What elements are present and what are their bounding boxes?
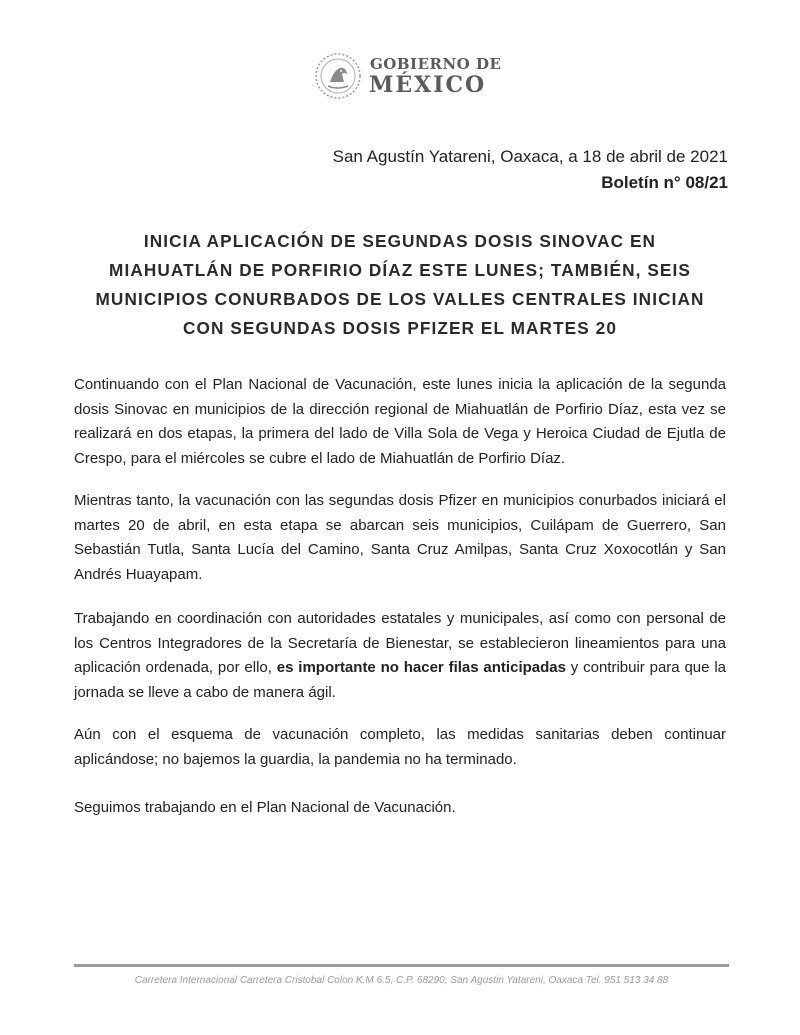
government-logo xyxy=(314,52,502,102)
body-paragraph-2: Mientras tanto, la vacunación con las segundas dosis Pfizer en municipios conurbados iniciará el martes 20 de abril, en esta etapa se abarcan seis municipios, Cuilápam de Guerrero, San Sebastián Tutla, Santa Lucía del Camino, Santa Cruz Amilpas, Santa Cruz Xoxocotlán y San Andrés Huayapam. xyxy=(74,492,726,583)
paragraph-3-text-end: y contribuir para que la jornada se lleve a cabo de manera ágil. xyxy=(74,659,726,701)
footer-divider xyxy=(74,964,729,967)
bulletin-number: Boletín n° 08/21 xyxy=(601,173,728,192)
paragraph-3-emphasis: es importante no hacer filas anticipadas xyxy=(276,659,566,676)
place-date: San Agustín Yatareni, Oaxaca, a 18 de abril de 2021 xyxy=(332,147,728,166)
paragraph-3-text-start: Trabajando en coordinación con autoridades estatales y municipales, así como con personal de los Centros Integradores de la Secretaría de Bienestar, se establecieron lineamientos para una aplicación ordenada, por ello, xyxy=(74,610,726,676)
body-paragraph-1: Continuando con el Plan Nacional de Vacunación, este lunes inicia la aplicación de la segunda dosis Sinovac en municipios de la dirección regional de Miahuatlán de Porfirio Díaz, esta vez se realizará en dos etapas, la primera del lado de Villa Sola de Vega y Heroica Ciudad de Ejutla de Crespo, para el miércoles se cubre el lado de Miahuatlán de Porfirio Díaz. xyxy=(74,376,726,467)
logo-text-country: MÉXICO xyxy=(369,72,487,98)
body-paragraph-5: Seguimos trabajando en el Plan Nacional de Vacunación. xyxy=(74,799,456,816)
footer-address: Carretera Internacional Carretera Cristobal Colon K.M 6.5, C.P. 68290, San Agustin Yatareni, Oaxaca Tel. 951 513 34 88 xyxy=(134,975,669,986)
logo-text-top: GOBIERNO DE xyxy=(370,55,502,73)
press-release-headline: INICIA APLICACIÓN DE SEGUNDAS DOSIS SINOVAC EN MIAHUATLÁN DE PORFIRIO DÍAZ ESTE LUNES; TAMBIÉN, SEIS MUNICIPIOS CONURBADOS DE LOS VALLES CENTRALES INICIAN CON SEGUNDAS DOSIS PFIZER EL MARTES 20 xyxy=(95,231,705,338)
body-paragraph-3 xyxy=(74,607,726,705)
body-paragraph-4: Aún con el esquema de vacunación completo, las medidas sanitarias deben continuar aplicándose; no bajemos la guardia, la pandemia no ha terminado. xyxy=(74,726,726,768)
eagle-seal-icon xyxy=(314,52,362,100)
